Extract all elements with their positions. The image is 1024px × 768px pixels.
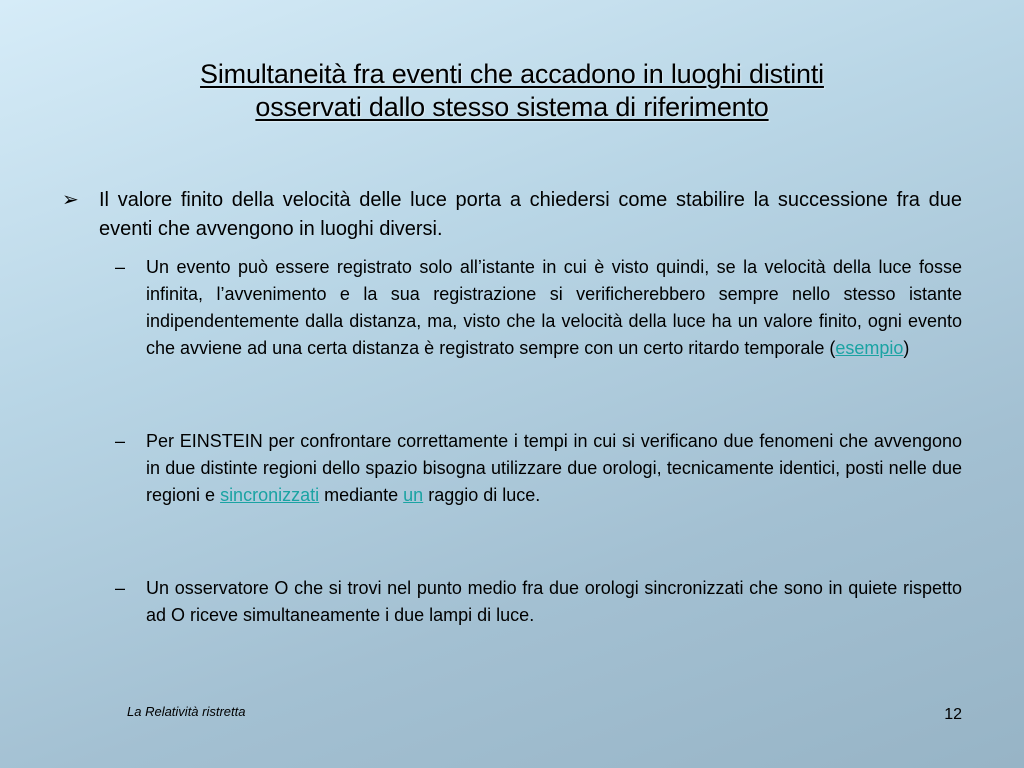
dash-bullet-icon: –	[115, 578, 126, 598]
dash-bullet-icon: –	[115, 431, 126, 451]
sub-bullet-2	[115, 428, 962, 509]
slide-title-line-1: Simultaneità fra eventi che accadono in luoghi distinti	[200, 59, 824, 89]
sub-bullet-1-body: Un evento può essere registrato solo all’istante in cui è visto quindi, se la velocità della luce fosse infinita, l’avvenimento e la sua registrazione si verificherebbero sempre nello stesso istante indipendentemente dalla distanza, ma, visto che la velocità della luce ha un valore finito, ogni evento che avviene ad una certa distanza è registrato sempre con un certo ritardo temporale (	[146, 257, 962, 358]
sub-bullet-2-body: Per EINSTEIN per confrontare correttamente i tempi in cui si verificano due fenomeni che avvengono in due distinte regioni dello spazio bisogna utilizzare due orologi, tecnicamente identici, posti nelle due regioni e	[146, 431, 962, 505]
esempio-link[interactable]: esempio	[835, 338, 904, 358]
main-bullet-text: Il valore finito della velocità delle luce porta a chiedersi come stabilire la successione fra due eventi che avvengono in luoghi diversi.	[99, 189, 962, 240]
slide-title	[60, 58, 964, 124]
slide-page-number: 12	[944, 706, 962, 723]
sub-bullet-1	[115, 254, 962, 362]
sub-bullet-3	[115, 575, 962, 629]
main-bullet	[62, 186, 962, 244]
sincronizzati-link[interactable]: sincronizzati	[220, 485, 320, 505]
sub-bullet-2-closing: raggio di luce.	[423, 485, 541, 505]
sub-bullet-3-text: Un osservatore O che si trovi nel punto medio fra due orologi sincronizzati che sono in quiete rispetto ad O riceve simultaneamente i due lampi di luce.	[146, 578, 962, 625]
sub-bullet-1-closing: )	[903, 338, 910, 358]
sub-bullet-2-middle: mediante	[319, 485, 404, 505]
sub-bullet-1-text	[146, 254, 962, 362]
arrow-bullet-icon: ➢	[62, 189, 79, 211]
dash-bullet-icon: –	[115, 257, 126, 277]
un-link[interactable]: un	[403, 485, 424, 505]
sub-bullet-2-text	[146, 428, 962, 509]
footer-course-title: La Relatività ristretta	[127, 704, 246, 719]
slide-title-line-2: osservati dallo stesso sistema di riferimento	[255, 92, 769, 122]
